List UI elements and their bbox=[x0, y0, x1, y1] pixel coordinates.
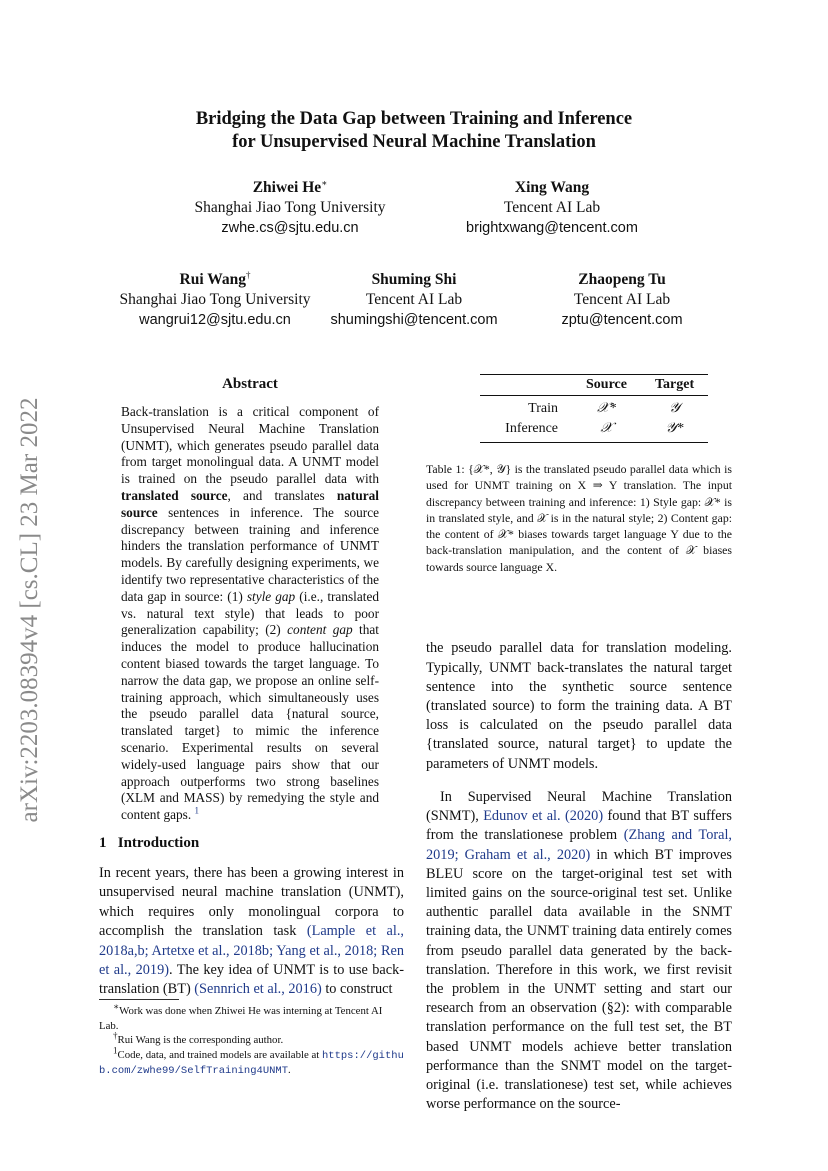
table-header: Target bbox=[654, 377, 695, 392]
paper-title bbox=[0, 108, 828, 154]
footnote-text: . bbox=[288, 1064, 291, 1076]
author-mark: ∗ bbox=[321, 177, 328, 188]
footnote-text: Rui Wang is the corresponding author. bbox=[117, 1034, 284, 1046]
citation-link[interactable]: (Zhang and Toral, 2019; Graham et al., 2020) bbox=[426, 827, 732, 863]
author-block bbox=[314, 270, 514, 330]
abstract-text: , and translates bbox=[227, 487, 337, 503]
title-line-1: Bridging the Data Gap between Training and Inference bbox=[195, 109, 633, 129]
section-title: Introduction bbox=[117, 835, 200, 851]
footnote-mark: 1 bbox=[113, 1044, 118, 1055]
abstract-text: that induces the model to produce hallucination content biased towards the target language. To narrow the data gap, we propose an online self-training approach, which simultaneously uses the pseudo parallel data {natural source, translated target} to mimic the inference scenario. Experimental results on several widely-used language pairs show that our approach outperforms two strong baselines (XLM and MASS) by remedying the style and content gaps. bbox=[121, 622, 379, 823]
intro-text: In recent years, there has been a growing interest in unsupervised neural machine translation (UNMT), which requires only monolingual corpora to accomplish the translation task bbox=[99, 865, 404, 940]
abstract-text: Back-translation is a critical component of Unsupervised Neural Machine Translation (UNMT), which generates pseudo parallel data from target monolingual data. A UNMT model is trained on the pseudo parallel data with bbox=[121, 404, 379, 487]
author-email[interactable]: brightxwang@tencent.com bbox=[466, 220, 638, 236]
author-affiliation: Tencent AI Lab bbox=[365, 291, 463, 308]
abstract-body bbox=[121, 404, 379, 824]
citation-link[interactable]: (Lample et al., 2018a,b; Artetxe et al., 2018b; Yang et al., 2018; Ren et al., 2019) bbox=[99, 923, 404, 979]
right-column bbox=[426, 625, 732, 1129]
code-link[interactable]: https://github.com/zwhe99/SelfTraining4UNMT bbox=[99, 1049, 404, 1077]
author-affiliation: Shanghai Jiao Tong University bbox=[194, 199, 386, 216]
author-email[interactable]: shumingshi@tencent.com bbox=[330, 312, 498, 328]
intro-text: to construct bbox=[321, 981, 393, 998]
table-header bbox=[480, 375, 572, 396]
title-line-2: for Unsupervised Neural Machine Translation bbox=[232, 132, 596, 152]
table-row bbox=[480, 396, 708, 420]
arxiv-id: arXiv:2203.08394v4 [cs.CL] 23 Mar 2022 bbox=[16, 397, 43, 823]
author-name: Zhaopeng Tu bbox=[578, 271, 666, 288]
table-caption: Table 1: {𝒳*, 𝒴} is the translated pseudo parallel data which is used for UNMT training on X ⇒ Y translation. The input discrepancy between training and inference: 1) Style gap: 𝒳* is in translated style, and 𝒳 is in the natural style; 2) Content gap: the content of 𝒳* biases towards target language Y due to the back-translation manipulation, and the content of 𝒳 biases towards source language X. bbox=[426, 462, 732, 574]
abstract-bold: translated source bbox=[121, 487, 228, 503]
footnote-text: Work was done when Zhiwei He was interning at Tencent AI Lab. bbox=[99, 1005, 383, 1032]
author-email[interactable]: wangrui12@sjtu.edu.cn bbox=[139, 312, 291, 328]
table-cell: Inference bbox=[505, 421, 558, 436]
abstract-italic: content gap bbox=[287, 622, 353, 638]
paragraph-text: in which BT improves BLEU score on the target-original test set with limited gains on the source-original test set. Unlike authentic parallel data available in the SNMT training data, the UNMT training data entirely comes from pseudo parallel data generated by the back-translation. Therefore in this work, we first revisit the problem in the UNMT setting and start our research from an observation (§2): with comparable translation performance on the full test set, the BT based UNMT models achieve better translation performance than the SNMT model on the target-original (i.e. translationese) test set, while achieves worse performance on the source- bbox=[426, 846, 732, 1113]
author-name: Xing Wang bbox=[514, 179, 590, 196]
paragraph: the pseudo parallel data for translation modeling. Typically, UNMT back-translates the natural target sentence into the synthetic source sentence (translated source) to form the training data. A BT loss is calculated on the pseudo parallel data {translated source, natural target} to update the parameters of UNMT models. bbox=[426, 640, 732, 772]
abstract-text: (i.e., translated vs. natural text style) that leads to poor generalization capability; (2) bbox=[121, 588, 380, 638]
footnote-ref[interactable]: 1 bbox=[194, 805, 199, 816]
table-1 bbox=[480, 374, 708, 443]
abstract-text: sentences in inference. The source discrepancy between training and inference hinders the translation performance of UNMT models. By carefully designing experiments, we identify two representative characteristics of the data gap in source: (1) bbox=[121, 504, 379, 604]
intro-text: . The key idea of UNMT is to use back-translation (BT) bbox=[99, 962, 404, 998]
table-row bbox=[480, 419, 708, 443]
section-heading bbox=[99, 835, 199, 852]
citation-link[interactable]: (Sennrich et al., 2016) bbox=[194, 981, 322, 998]
footnote-mark: † bbox=[113, 1030, 118, 1041]
citation-link[interactable]: Edunov et al. (2020) bbox=[483, 808, 604, 825]
author-block bbox=[85, 270, 345, 330]
footnote-mark: ∗ bbox=[113, 1001, 120, 1012]
abstract-bold: natural source bbox=[121, 487, 379, 520]
author-name: Zhiwei He bbox=[252, 179, 322, 196]
paragraph bbox=[426, 788, 732, 1114]
table-cell: 𝒴 bbox=[669, 401, 681, 416]
table-cell: 𝒴* bbox=[665, 421, 684, 436]
abstract-italic: style gap bbox=[246, 588, 296, 604]
intro-body bbox=[99, 864, 404, 1000]
section-number: 1 bbox=[99, 835, 107, 851]
footnote-text: Code, data, and trained models are available at bbox=[117, 1048, 322, 1061]
footnotes bbox=[99, 1001, 404, 1079]
table-header: Source bbox=[586, 377, 627, 392]
author-affiliation: Tencent AI Lab bbox=[503, 199, 601, 216]
author-affiliation: Shanghai Jiao Tong University bbox=[119, 291, 311, 308]
data-table bbox=[480, 374, 708, 443]
author-affiliation: Tencent AI Lab bbox=[573, 291, 671, 308]
table-cell: 𝒳 bbox=[600, 421, 613, 436]
table-cell: Train bbox=[528, 401, 558, 416]
arxiv-sidebar bbox=[10, 360, 50, 860]
author-name: Rui Wang bbox=[179, 271, 246, 288]
paragraph-text: In Supervised Neural Machine Translation (SNMT), bbox=[426, 789, 732, 825]
author-name: Shuming Shi bbox=[371, 271, 457, 288]
author-email[interactable]: zwhe.cs@sjtu.edu.cn bbox=[221, 220, 359, 236]
table-cell: 𝒳* bbox=[596, 401, 616, 416]
paragraph-text: found that BT suffers from the translationese problem bbox=[426, 808, 732, 844]
author-block bbox=[532, 270, 712, 330]
author-email[interactable]: zptu@tencent.com bbox=[561, 312, 683, 328]
footnote-rule bbox=[99, 999, 179, 1000]
author-mark: † bbox=[245, 269, 251, 280]
abstract-heading: Abstract bbox=[222, 376, 278, 392]
author-block bbox=[432, 178, 672, 238]
author-block bbox=[150, 178, 430, 238]
